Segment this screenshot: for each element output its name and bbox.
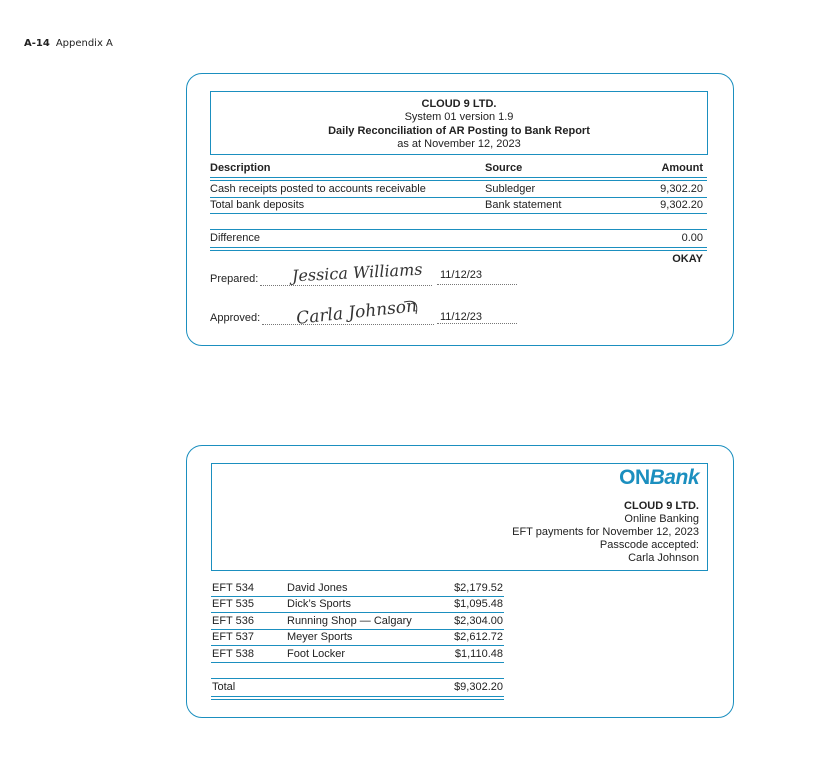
eft-row-4-rule — [211, 645, 504, 646]
approved-signature-text: Carla Johnson — [295, 296, 418, 329]
bank-user: Carla Johnson — [628, 552, 699, 564]
bank-company: CLOUD 9 LTD. — [624, 500, 699, 512]
row-1-rule — [210, 197, 707, 198]
difference-rule — [210, 247, 707, 251]
status-okay: OKAY — [672, 253, 703, 265]
total-top-rule — [211, 678, 504, 679]
eft-row-2-id: EFT 535 — [212, 598, 254, 610]
eft-row-4-id: EFT 537 — [212, 631, 254, 643]
eft-row-1-payee: David Jones — [287, 582, 348, 594]
row-1-amount: 9,302.20 — [660, 183, 703, 195]
header-amount: Amount — [661, 162, 703, 174]
eft-row-3-rule — [211, 629, 504, 630]
logo-bank: Bank — [649, 466, 699, 489]
difference-value: 0.00 — [681, 232, 703, 244]
eft-row-4-amount: $2,612.72 — [454, 631, 503, 643]
eft-row-3-id: EFT 536 — [212, 615, 254, 627]
eft-row-5-amount: $1,110.48 — [454, 648, 503, 660]
eft-row-3-amount: $2,304.00 — [454, 615, 503, 627]
eft-row-1-id: EFT 534 — [212, 582, 254, 594]
header-rule — [210, 177, 707, 181]
eft-row-5-id: EFT 538 — [212, 648, 254, 660]
report-title: Daily Reconciliation of AR Posting to Bank Report — [328, 125, 590, 137]
approved-label: Approved: — [210, 312, 261, 324]
row-1-source: Subledger — [485, 183, 536, 195]
report-as-at: as at November 12, 2023 — [397, 138, 521, 150]
approved-date: 11/12/23 — [440, 311, 483, 323]
eft-row-2-payee: Dick’s Sports — [287, 598, 351, 610]
header-source: Source — [485, 162, 523, 174]
eft-row-3-payee: Running Shop — Calgary — [287, 615, 412, 627]
eft-row-5-rule — [211, 662, 504, 663]
eft-row-2-rule — [211, 612, 504, 613]
prepared-signature-text: Jessica Williams — [291, 259, 423, 286]
approved-date-line — [437, 323, 517, 324]
row-2-description: Total bank deposits — [210, 199, 305, 211]
prepared-label: Prepared: — [210, 273, 259, 285]
page-number: A-14 — [24, 38, 50, 49]
header-description: Description — [210, 162, 271, 174]
page-label — [24, 38, 113, 49]
report-system: System 01 version 1.9 — [404, 111, 514, 123]
eft-row-1-amount: $2,179.52 — [454, 582, 503, 594]
bank-service: Online Banking — [624, 513, 699, 525]
difference-label: Difference — [210, 232, 260, 244]
row-1-description: Cash receipts posted to accounts receivable — [210, 183, 426, 195]
eft-row-2-amount: $1,095.48 — [454, 598, 503, 610]
prepared-date: 11/12/23 — [440, 269, 483, 281]
onbank-logo — [560, 466, 699, 490]
bank-passcode: Passcode accepted: — [599, 539, 699, 551]
difference-top-rule — [210, 229, 707, 230]
row-2-amount: 9,302.20 — [660, 199, 703, 211]
eft-row-4-payee: Meyer Sports — [287, 631, 353, 643]
bank-description: EFT payments for November 12, 2023 — [512, 526, 699, 538]
eft-total-label: Total — [212, 681, 236, 693]
row-2-source: Bank statement — [485, 199, 562, 211]
row-2-rule — [210, 213, 707, 214]
eft-row-1-rule — [211, 596, 504, 597]
eft-row-5-payee: Foot Locker — [287, 648, 346, 660]
prepared-signature — [288, 256, 438, 286]
logo-on: ON — [619, 466, 650, 489]
report-company: CLOUD 9 LTD. — [421, 98, 497, 110]
total-rule — [211, 696, 504, 700]
approved-signature — [292, 290, 432, 330]
prepared-date-line — [437, 284, 517, 285]
eft-total-value: $9,302.20 — [454, 681, 503, 693]
page-section: Appendix A — [55, 38, 113, 49]
